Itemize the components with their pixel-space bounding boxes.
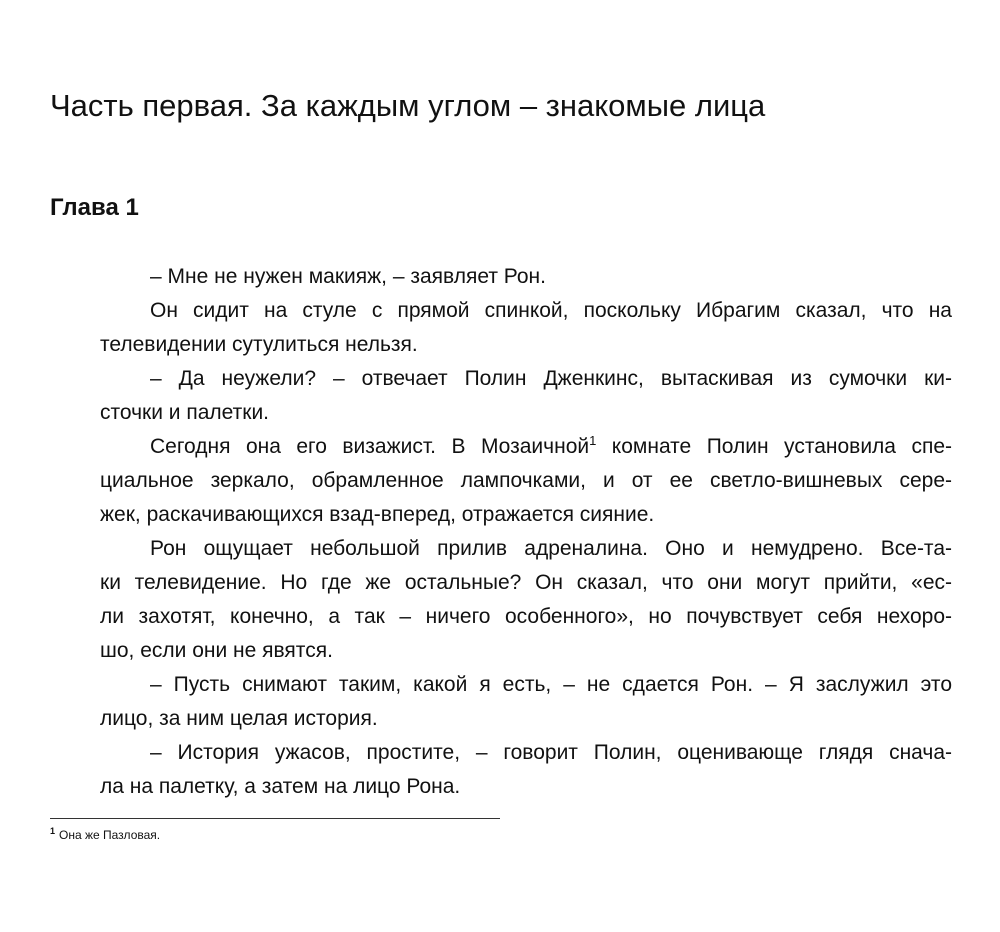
text-line: ли захотят, конечно, а так – ничего особенного», но почувствует себя нехоро- xyxy=(100,605,952,628)
text-line xyxy=(50,430,952,464)
chapter-body xyxy=(50,260,952,804)
text-line: ла на палетку, а затем на лицо Рона. xyxy=(100,775,461,798)
paragraph xyxy=(50,294,952,362)
text-line: циальное зеркало, обрамленное лампочками, и от ее светло-вишневых сере- xyxy=(100,469,952,492)
footnote-divider xyxy=(50,818,500,819)
footnote xyxy=(50,828,160,842)
footnote-reference[interactable]: 1 xyxy=(589,433,597,448)
text-line: – Мне не нужен макияж, – заявляет Рон. xyxy=(150,265,546,288)
paragraph xyxy=(50,362,952,430)
paragraph xyxy=(50,736,952,804)
text-fragment: Сегодня она его визажист. В Мозаичной xyxy=(150,435,590,458)
text-line: – Пусть снимают таким, какой я есть, – не сдается Рон. – Я заслужил это xyxy=(150,673,952,696)
text-line: ки телевидение. Но где же остальные? Он сказал, что они могут прийти, «ес- xyxy=(100,571,952,594)
paragraph xyxy=(50,260,952,294)
text-line: шо, если они не явятся. xyxy=(100,639,333,662)
part-title: Часть первая. За каждым углом – знакомые лица xyxy=(50,88,766,123)
paragraph xyxy=(50,668,952,736)
text-line: – Да неужели? – отвечает Полин Дженкинс, вытаскивая из сумочки ки- xyxy=(150,367,952,390)
text-line: Рон ощущает небольшой прилив адреналина. Оно и немудрено. Все-та- xyxy=(150,537,952,560)
chapter-title: Глава 1 xyxy=(50,194,139,221)
book-page xyxy=(50,0,952,932)
text-line: телевидении сутулиться нельзя. xyxy=(100,333,418,356)
text-fragment: комнате Полин установила спе- xyxy=(596,435,952,458)
text-line: Он сидит на стуле с прямой спинкой, поскольку Ибрагим сказал, что на xyxy=(150,299,952,322)
paragraph xyxy=(50,430,952,532)
text-line: – История ужасов, простите, – говорит Полин, оценивающе глядя снача- xyxy=(150,741,952,764)
paragraph xyxy=(50,532,952,668)
text-line: сточки и палетки. xyxy=(100,401,270,424)
text-line: лицо, за ним целая история. xyxy=(100,707,378,730)
footnote-number: 1 xyxy=(50,826,56,836)
footnote-text: Она же Пазловая. xyxy=(59,828,161,842)
text-line: жек, раскачивающихся взад-вперед, отражается сияние. xyxy=(100,503,655,526)
